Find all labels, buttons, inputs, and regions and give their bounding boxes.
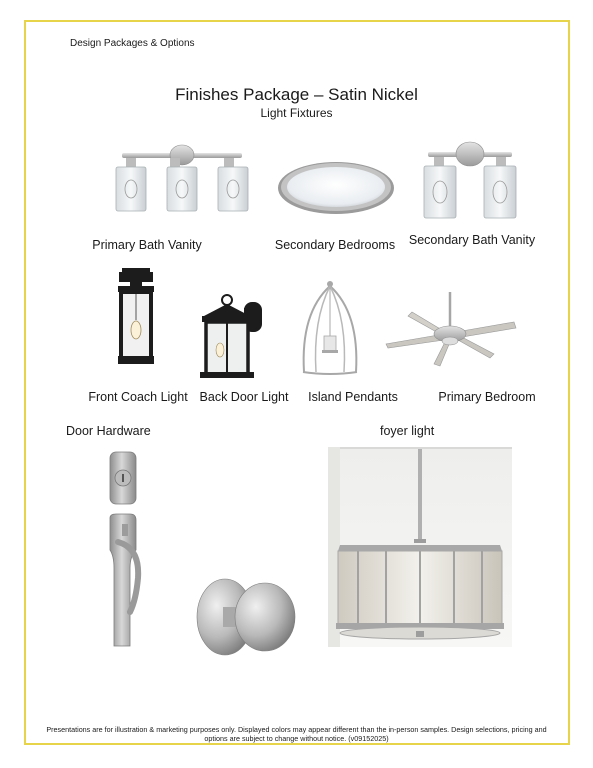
- coach-light-icon: [116, 268, 156, 366]
- page-title: Finishes Package – Satin Nickel: [175, 85, 418, 104]
- footer-line-1: Presentations are for illustration & marketing purposes only. Displayed colors may appear different than the in-person samples. Design selections, pricing and: [46, 725, 547, 734]
- header-label: Design Packages & Options: [70, 38, 195, 49]
- door-handle-icon: [100, 450, 146, 655]
- footer-line-2: options are subject to change without notice. (v09152025): [204, 734, 389, 744]
- foyer-light-label: foyer light: [380, 424, 435, 438]
- caption-primary-bedroom: Primary Bedroom: [438, 390, 536, 404]
- caption-primary-bath-vanity: Primary Bath Vanity: [92, 238, 202, 252]
- vanity-3-light-icon: [112, 143, 252, 215]
- pendant-icon: [298, 280, 362, 376]
- caption-secondary-bedrooms: Secondary Bedrooms: [274, 238, 396, 252]
- flush-mount-icon: [277, 160, 395, 216]
- drum-pendant-icon: [328, 447, 512, 647]
- ceiling-fan-icon: [380, 292, 520, 368]
- caption-island-pendants: Island Pendants: [308, 390, 398, 404]
- caption-front-coach-light: Front Coach Light: [88, 390, 188, 404]
- footer-disclaimer: [40, 725, 553, 744]
- caption-secondary-bath-vanity: Secondary Bath Vanity: [408, 233, 536, 247]
- lantern-icon: [196, 292, 266, 382]
- page-subtitle: Light Fixtures: [260, 106, 333, 120]
- vanity-2-light-icon: [420, 140, 520, 222]
- door-knob-icon: [195, 575, 297, 659]
- door-hardware-label: Door Hardware: [66, 424, 151, 438]
- caption-back-door-light: Back Door Light: [199, 390, 289, 404]
